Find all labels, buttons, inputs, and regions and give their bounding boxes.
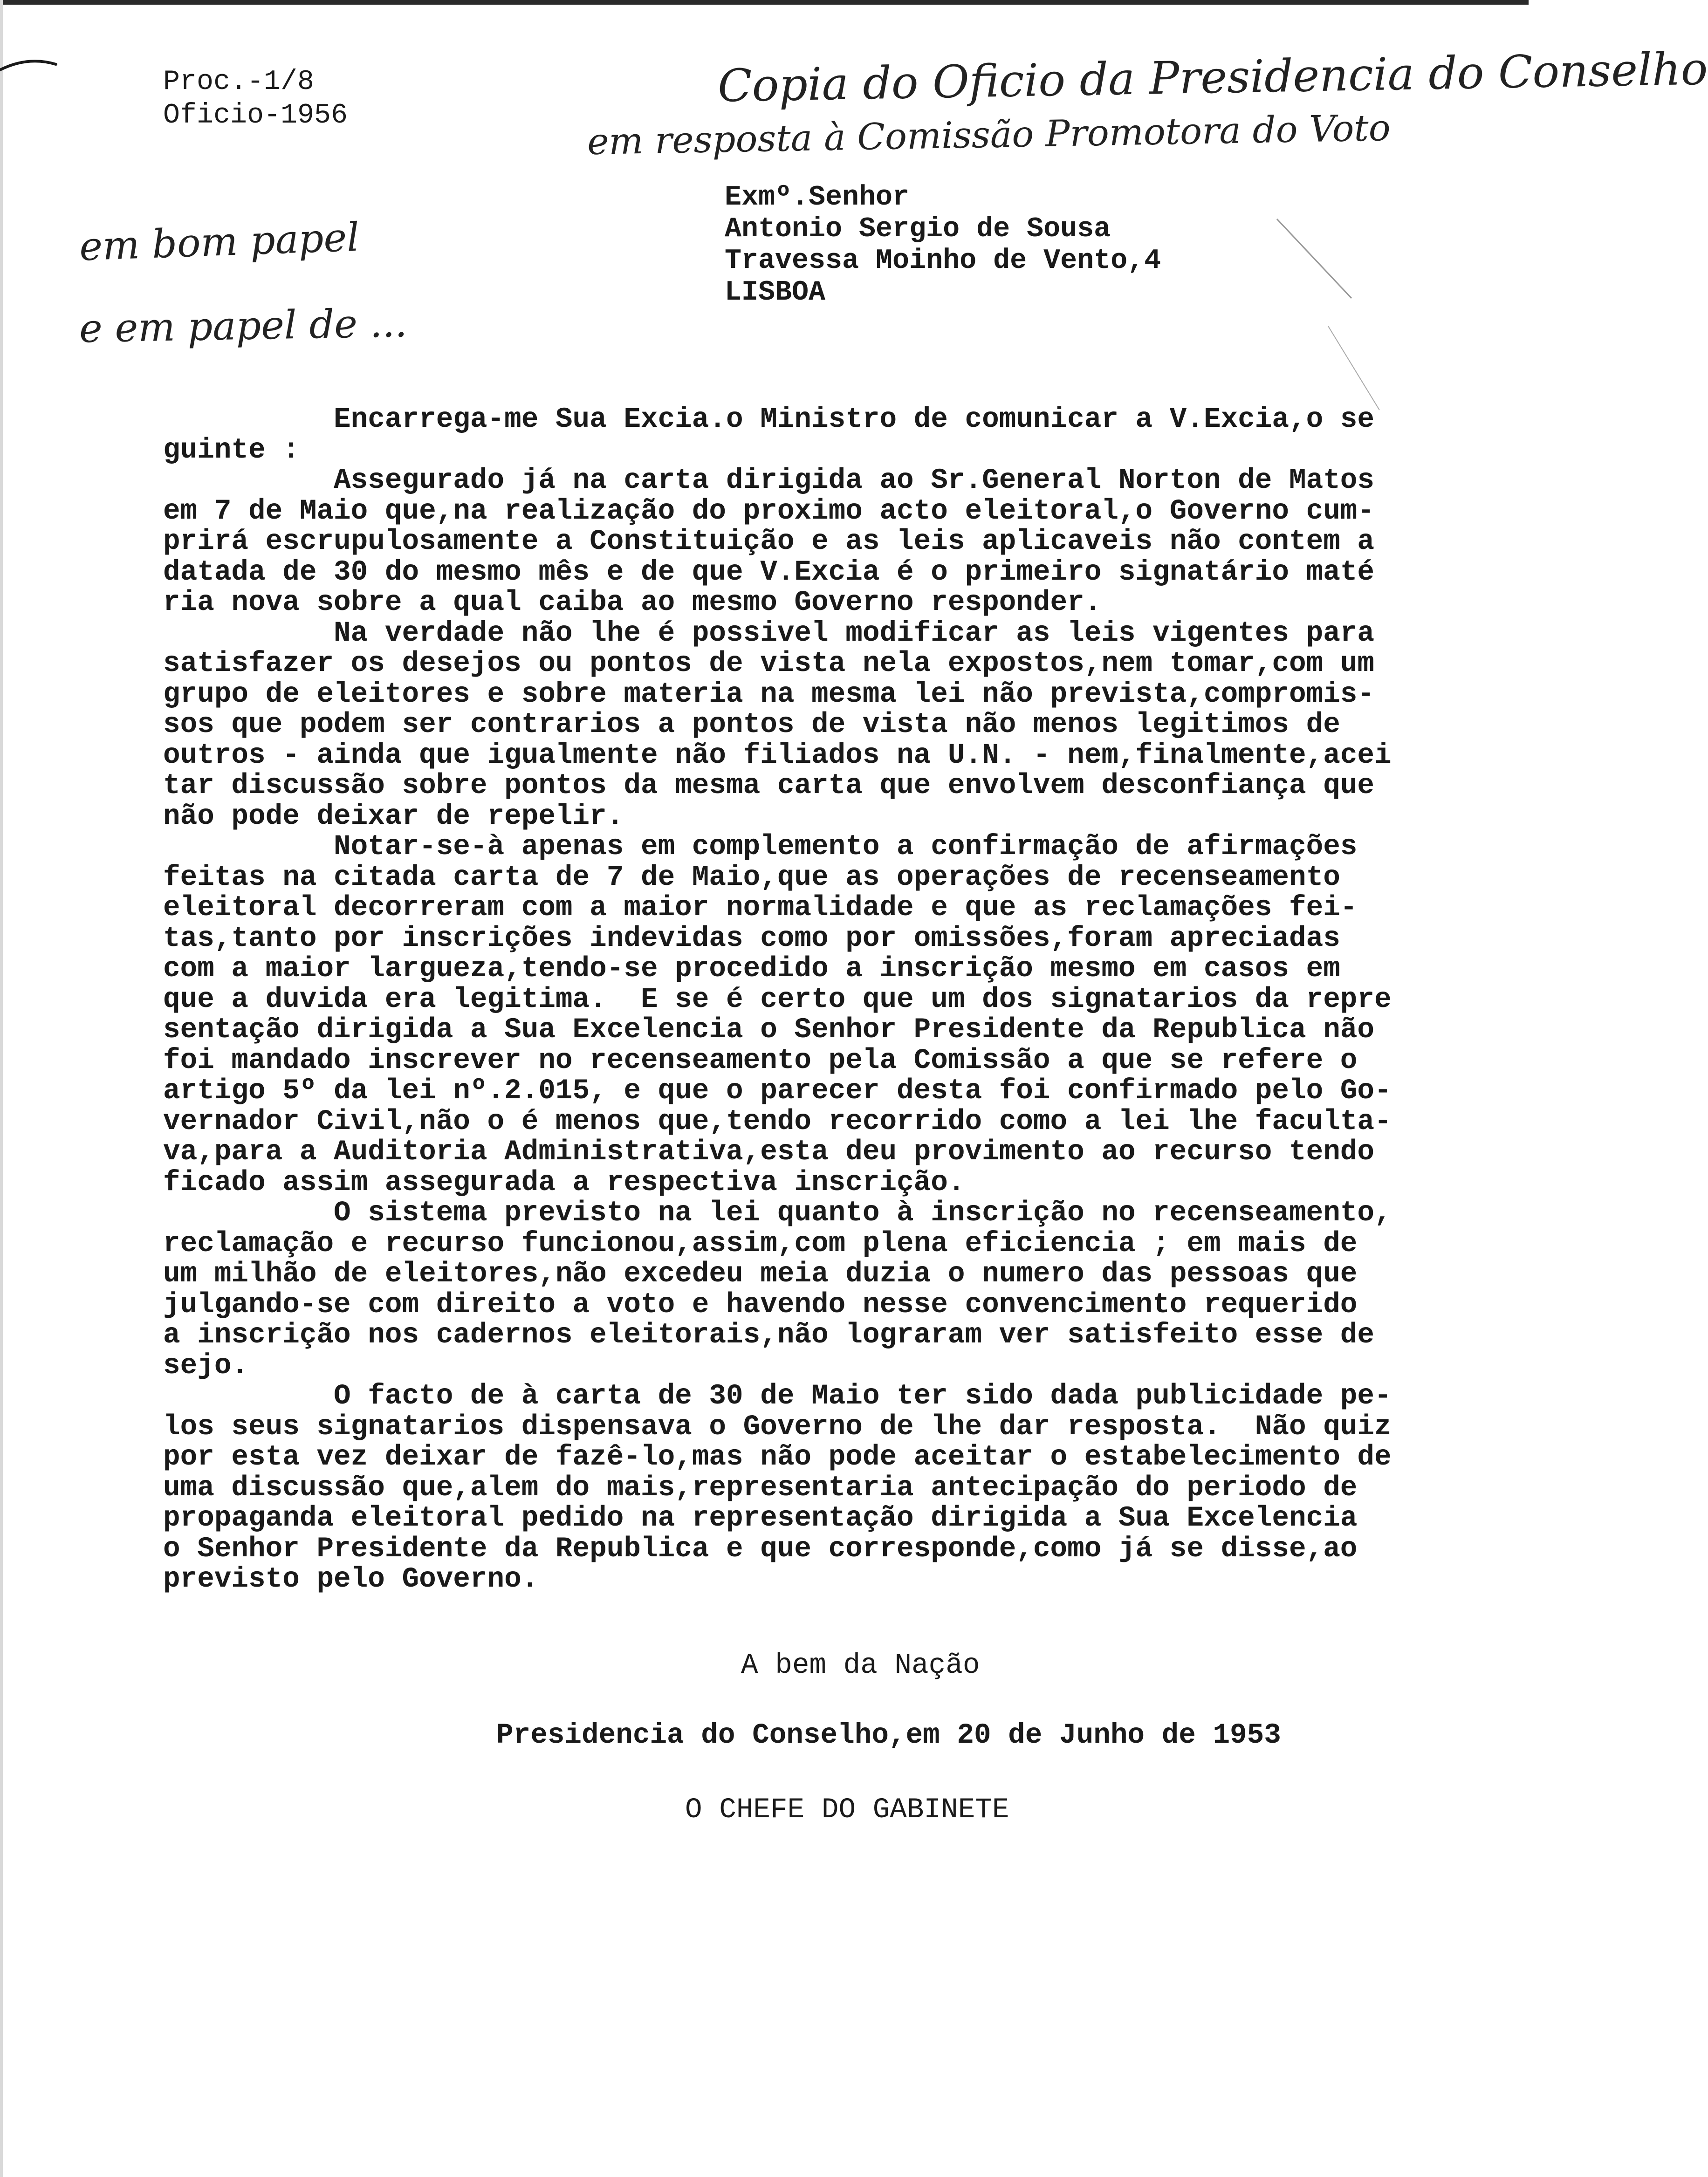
body-line: ficado assim assegurada a respectiva inscrição. bbox=[163, 1166, 965, 1199]
body-line: reclamação e recurso funcionou,assim,com plena eficiencia ; em mais de bbox=[163, 1227, 1358, 1260]
handwritten-side-note-1: em bom papel bbox=[78, 214, 360, 270]
body-line: sejo. bbox=[163, 1349, 249, 1382]
body-line: sos que podem ser contrarios a pontos de vista não menos legitimos de bbox=[163, 709, 1340, 741]
body-line: feitas na citada carta de 7 de Maio,que as operações de recenseamento bbox=[163, 861, 1340, 894]
handwritten-side-note-2: e em papel de ... bbox=[79, 300, 408, 352]
body-line: em 7 de Maio que,na realização do proximo acto eleitoral,o Governo cum- bbox=[163, 495, 1375, 527]
addressee-line: Antonio Sergio de Sousa bbox=[725, 213, 1111, 245]
body-line: julgando-se com direito a voto e havendo nesse convencimento requerido bbox=[163, 1288, 1358, 1321]
body-line: vernador Civil,não o é menos que,tendo recorrido como a lei lhe faculta- bbox=[163, 1105, 1392, 1138]
body-line: não pode deixar de repelir. bbox=[163, 800, 624, 833]
body-line: ria nova sobre a qual caiba ao mesmo Governo responder. bbox=[163, 587, 1102, 619]
addressee-line: Exmº.Senhor bbox=[725, 182, 910, 213]
body-line: O sistema previsto na lei quanto à inscrição no recenseamento, bbox=[163, 1197, 1392, 1229]
body-line: eleitoral decorreram com a maior normalidade e que as reclamações fei- bbox=[163, 892, 1358, 924]
handwritten-title-line-2: em resposta à Comissão Promotora do Voto bbox=[587, 107, 1391, 164]
body-line: propaganda eleitoral pedido na representação dirigida a Sua Excelencia bbox=[163, 1502, 1358, 1534]
body-line: por esta vez deixar de fazê-lo,mas não pode aceitar o estabelecimento de bbox=[163, 1441, 1392, 1473]
addressee-line: LISBOA bbox=[725, 277, 826, 308]
body-line: outros - ainda que igualmente não filiados na U.N. - nem,finalmente,acei bbox=[163, 739, 1392, 772]
oficio-number: Oficio-1956 bbox=[163, 100, 348, 131]
body-line: que a duvida era legitima. E se é certo que um dos signatarios da repre bbox=[163, 983, 1392, 1016]
body-line: los seus signatarios dispensava o Governo de lhe dar resposta. Não quiz bbox=[163, 1410, 1392, 1443]
addressee-line: Travessa Moinho de Vento,4 bbox=[725, 245, 1161, 277]
proc-number: Proc.-1/8 bbox=[163, 66, 315, 98]
closing-place-date: Presidencia do Conselho,em 20 de Junho de 1953 bbox=[496, 1719, 1281, 1752]
body-line: foi mandado inscrever no recenseamento pela Comissão a que se refere o bbox=[163, 1044, 1358, 1077]
body-line: prirá escrupulosamente a Constituição e as leis aplicaveis não contem a bbox=[163, 526, 1375, 558]
body-line: tas,tanto por inscrições indevidas como por omissões,foram apreciadas bbox=[163, 922, 1340, 955]
body-line: Na verdade não lhe é possivel modificar as leis vigentes para bbox=[163, 617, 1375, 650]
body-line: o Senhor Presidente da Republica e que corresponde,como já se disse,ao bbox=[163, 1533, 1358, 1565]
body-line: va,para a Auditoria Administrativa,esta deu provimento ao recurso tendo bbox=[163, 1136, 1375, 1168]
body-line: datada de 30 do mesmo mês e de que V.Excia é o primeiro signatário maté bbox=[163, 556, 1375, 589]
body-line: sentação dirigida a Sua Excelencia o Senhor Presidente da Republica não bbox=[163, 1014, 1375, 1046]
body-line: Encarrega-me Sua Excia.o Ministro de comunicar a V.Excia,o se bbox=[163, 404, 1375, 436]
body-line: O facto de à carta de 30 de Maio ter sido dada publicidade pe- bbox=[163, 1380, 1392, 1412]
body-line: satisfazer os desejos ou pontos de vista nela expostos,nem tomar,com um bbox=[163, 648, 1375, 680]
body-line: previsto pelo Governo. bbox=[163, 1563, 539, 1595]
body-line: uma discussão que,alem do mais,representaria antecipação do periodo de bbox=[163, 1472, 1358, 1504]
body-line: Notar-se-à apenas em complemento a confirmação de afirmações bbox=[163, 831, 1358, 863]
closing-signatory: O CHEFE DO GABINETE bbox=[685, 1794, 1009, 1826]
body-line: guinte : bbox=[163, 434, 300, 466]
body-line: grupo de eleitores e sobre materia na mesma lei não prevista,compromis- bbox=[163, 678, 1375, 711]
letter-body bbox=[163, 404, 1491, 1595]
body-line: Assegurado já na carta dirigida ao Sr.General Norton de Matos bbox=[163, 465, 1375, 497]
body-line: tar discussão sobre pontos da mesma carta que envolvem desconfiança que bbox=[163, 770, 1375, 802]
body-line: artigo 5º da lei nº.2.015, e que o parecer desta foi confirmado pelo Go- bbox=[163, 1075, 1392, 1107]
body-line: com a maior largueza,tendo-se procedido a inscrição mesmo em casos em bbox=[163, 953, 1340, 985]
body-line: um milhão de eleitores,não excedeu meia duzia o numero das pessoas que bbox=[163, 1258, 1358, 1290]
closing-salutation: A bem da Nação bbox=[741, 1650, 980, 1682]
body-line: a inscrição nos cadernos eleitorais,não lograram ver satisfeito esse de bbox=[163, 1319, 1375, 1351]
handwritten-title-line-1: Copia do Oficio da Presidencia do Conselho bbox=[717, 42, 1708, 112]
